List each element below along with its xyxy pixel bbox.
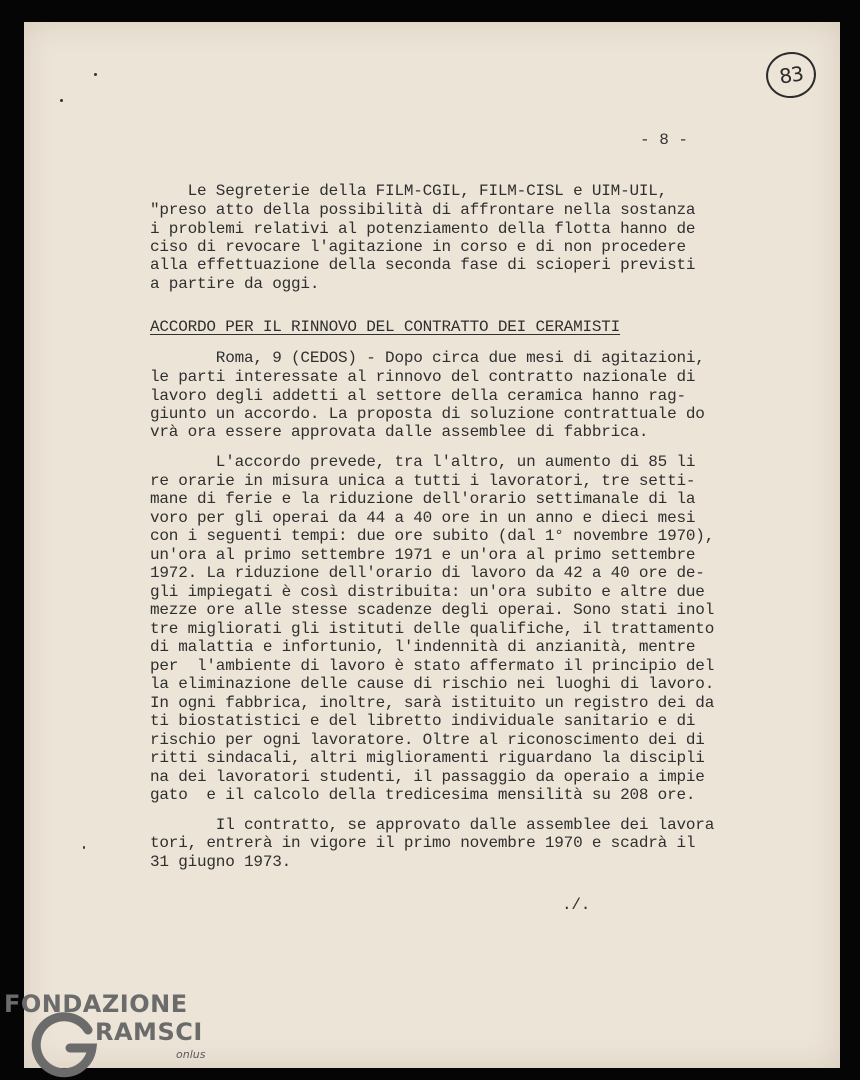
section-heading: ACCORDO PER IL RINNOVO DEL CONTRATTO DEI CERAMISTI (150, 318, 621, 336)
text-line: ritti sindacali, altri miglioramenti riguardano la discipli (150, 749, 705, 767)
text-line: gli impiegati è così distribuita: un'ora subito e altre due (150, 583, 705, 601)
text-line: Roma, 9 (CEDOS) - Dopo circa due mesi di agitazioni, (150, 349, 705, 367)
text-line: L'accordo prevede, tra l'altro, un aumento di 85 li (150, 453, 696, 471)
g-emblem-icon (30, 1008, 100, 1078)
text-line: mane di ferie e la riduzione dell'orario settimanale di la (150, 490, 696, 508)
text-line: re orarie in misura unica a tutti i lavoratori, tre setti- (150, 472, 696, 490)
text-line: Le Segreterie della FILM-CGIL, FILM-CISL e UIM-UIL, (150, 182, 668, 200)
text-line: un'ora al primo settembre 1971 e un'ora al primo settembre (150, 546, 696, 564)
text-line: con i seguenti tempi: due ore subito (dal 1° novembre 1970), (150, 527, 715, 545)
text-line: voro per gli operai da 44 a 40 ore in un anno e dieci mesi (150, 509, 696, 527)
watermark-logo (0, 984, 230, 1080)
text-line: ti biostatistici e del libretto individuale sanitario e di (150, 712, 696, 730)
text-line: a partire da oggi. (150, 275, 320, 293)
text-line: giunto un accordo. La proposta di soluzione contrattuale do (150, 405, 705, 423)
text-line: lavoro degli addetti al settore della ceramica hanno rag- (150, 387, 686, 405)
text-line: le parti interessate al rinnovo del contratto nazionale di (150, 368, 696, 386)
logo-line-3: onlus (176, 1048, 206, 1061)
text-line: tre migliorati gli istituti delle qualifiche, il trattamento (150, 620, 715, 638)
text-line: alla effettuazione della seconda fase di scioperi previsti (150, 256, 696, 274)
text-line: di malattia e infortunio, l'indennità di anzianità, mentre (150, 638, 696, 656)
text-line: "preso atto della possibilità di affrontare nella sostanza (150, 201, 696, 219)
logo-line-2: RAMSCI (95, 1018, 203, 1046)
text-line: na dei lavoratori studenti, il passaggio da operaio a impie (150, 768, 705, 786)
text-line: i problemi relativi al potenziamento della flotta hanno de (150, 220, 696, 238)
ink-speck (94, 73, 97, 76)
page-number: - 8 - (640, 131, 689, 149)
text-line: ciso di revocare l'agitazione in corso e di non procedere (150, 238, 686, 256)
text-line: per l'ambiente di lavoro è stato affermato il principio del (150, 657, 715, 675)
continuation-mark: ./. (562, 896, 591, 914)
ink-speck (60, 99, 63, 102)
text-line: la eliminazione delle cause di rischio nei luoghi di lavoro. (150, 675, 715, 693)
text-line: 31 giugno 1973. (150, 853, 292, 871)
text-line: In ogni fabbrica, inoltre, sarà istituito un registro dei da (150, 694, 715, 712)
ink-speck (83, 846, 85, 849)
text-line: vrà ora essere approvata dalle assemblee di fabbrica. (150, 423, 649, 441)
text-line: tori, entrerà in vigore il primo novembre 1970 e scadrà il (150, 834, 696, 852)
document-page (24, 22, 840, 1068)
text-line: rischio per ogni lavoratore. Oltre al riconoscimento dei di (150, 731, 705, 749)
text-line: Il contratto, se approvato dalle assemblee dei lavora (150, 816, 715, 834)
folio-number: 83 (763, 49, 819, 102)
text-line: 1972. La riduzione dell'orario di lavoro da 42 a 40 ore de- (150, 564, 705, 582)
text-line: mezze ore alle stesse scadenze degli operai. Sono stati inol (150, 601, 715, 619)
text-line: gato e il calcolo della tredicesima mensilità su 208 ore. (150, 786, 696, 804)
logo-line-1: FONDAZIONE (4, 990, 188, 1018)
